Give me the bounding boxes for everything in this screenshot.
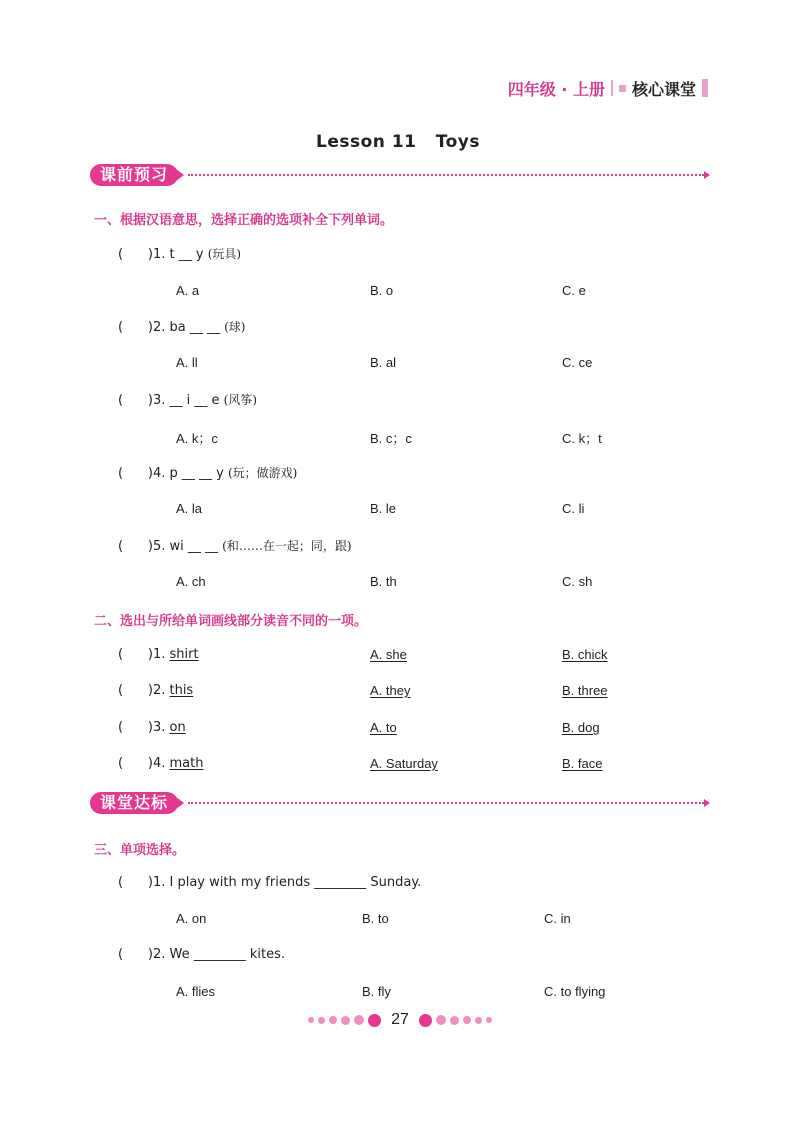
dot-icon	[329, 1016, 337, 1024]
option-a[interactable]: A. on	[176, 911, 207, 926]
page-number-footer	[0, 1011, 800, 1029]
dot-icon	[463, 1016, 471, 1024]
question-meaning: (玩具)	[207, 247, 242, 261]
option-a[interactable]: A. she	[370, 647, 407, 662]
question-row	[118, 391, 257, 408]
dot-icon	[436, 1015, 446, 1025]
answer-blank[interactable]: ( )1.	[118, 875, 166, 890]
option-c[interactable]: C. ce	[562, 355, 593, 370]
question-word: p __ __ y	[169, 466, 224, 481]
question-word: on	[169, 720, 186, 735]
grade-label: 四年级 · 上册	[507, 79, 605, 99]
option-b[interactable]: B. th	[370, 574, 397, 589]
page-header	[508, 76, 708, 100]
question-row	[118, 720, 186, 735]
dot-icon	[318, 1017, 325, 1024]
dot-icon	[341, 1016, 350, 1025]
question-row	[118, 537, 352, 554]
header-bar-icon	[702, 79, 708, 97]
option-b[interactable]: B. c；c	[370, 431, 412, 446]
answer-blank[interactable]: ( )2.	[118, 947, 166, 962]
question-word: wi __ __	[169, 539, 218, 554]
question-row	[118, 647, 199, 662]
option-a[interactable]: A. flies	[176, 984, 216, 999]
lesson-title: Lesson 11 Toys	[316, 132, 480, 152]
option-a[interactable]: A. to	[370, 720, 397, 735]
question-word: __ i __ e	[169, 393, 220, 408]
option-c[interactable]: C. to flying	[544, 984, 606, 999]
option-b[interactable]: B. o	[370, 283, 394, 298]
banner-dotted-line	[188, 174, 704, 176]
dot-icon	[308, 1017, 314, 1023]
question-word: this	[169, 683, 194, 698]
option-a[interactable]: A. Saturday	[370, 756, 438, 771]
banner-triangle-icon	[176, 797, 184, 809]
dot-icon	[475, 1017, 482, 1024]
option-b[interactable]: B. fly	[362, 984, 391, 999]
answer-blank[interactable]: ( )3.	[118, 393, 166, 408]
option-b[interactable]: B. le	[370, 501, 397, 516]
question-row	[118, 464, 297, 481]
dot-icon	[419, 1014, 432, 1027]
section3-heading: 三、单项选择。	[94, 843, 186, 858]
answer-blank[interactable]: ( )5.	[118, 539, 166, 554]
option-c[interactable]: C. e	[562, 283, 586, 298]
answer-blank[interactable]: ( )4.	[118, 466, 166, 481]
preview-banner-label: 课前预习	[90, 164, 178, 186]
question-row	[118, 683, 193, 698]
question-row	[118, 756, 203, 771]
option-a[interactable]: A. la	[176, 501, 203, 516]
core-class-label: 核心课堂	[631, 79, 696, 99]
section2-heading: 二、选出与所给单词画线部分读音不同的一项。	[94, 614, 368, 629]
option-b[interactable]: B. to	[362, 911, 389, 926]
question-word: t __ y	[169, 247, 204, 262]
question-word: shirt	[169, 647, 199, 662]
question-word: math	[169, 756, 204, 771]
question-text: I play with my friends ________ Sunday.	[169, 875, 422, 890]
option-b[interactable]: B. dog	[562, 720, 600, 735]
answer-blank[interactable]: ( )1.	[118, 247, 166, 262]
option-a[interactable]: A. ch	[176, 574, 206, 589]
page-number: 27	[391, 1011, 409, 1028]
dot-icon	[354, 1015, 364, 1025]
dot-icon	[450, 1016, 459, 1025]
answer-blank[interactable]: ( )2.	[118, 683, 166, 698]
banner-dotted-line	[188, 802, 704, 804]
question-word: ba __ __	[169, 320, 220, 335]
option-a[interactable]: A. ll	[176, 355, 198, 370]
question-meaning: (和……在一起；同，跟)	[222, 539, 352, 553]
banner-triangle-icon	[176, 169, 184, 181]
option-b[interactable]: B. chick	[562, 647, 608, 662]
option-b[interactable]: B. al	[370, 355, 397, 370]
option-a[interactable]: A. they	[370, 683, 411, 698]
class-banner-label: 课堂达标	[90, 792, 178, 814]
banner-arrow-icon	[704, 171, 710, 179]
question-row	[118, 245, 241, 262]
option-c[interactable]: C. li	[562, 501, 585, 516]
question-meaning: (玩；做游戏)	[227, 466, 298, 480]
banner-arrow-icon	[704, 799, 710, 807]
dot-icon	[368, 1014, 381, 1027]
question-row	[118, 318, 245, 335]
answer-blank[interactable]: ( )3.	[118, 720, 166, 735]
option-a[interactable]: A. k；c	[176, 431, 218, 446]
option-c[interactable]: C. k；t	[562, 431, 602, 446]
option-c[interactable]: C. in	[544, 911, 571, 926]
question-row	[118, 875, 421, 890]
question-meaning: (风筝)	[223, 393, 258, 407]
option-a[interactable]: A. a	[176, 283, 200, 298]
dot-icon	[486, 1017, 492, 1023]
answer-blank[interactable]: ( )1.	[118, 647, 166, 662]
answer-blank[interactable]: ( )2.	[118, 320, 166, 335]
question-row	[118, 947, 285, 962]
question-text: We ________ kites.	[169, 947, 285, 962]
answer-blank[interactable]: ( )4.	[118, 756, 166, 771]
option-c[interactable]: C. sh	[562, 574, 593, 589]
header-square-icon	[619, 85, 626, 92]
option-b[interactable]: B. face	[562, 756, 603, 771]
question-meaning: (球)	[224, 320, 246, 334]
section1-heading: 一、根据汉语意思，选择正确的选项补全下列单词。	[94, 213, 394, 228]
header-divider	[611, 80, 613, 96]
option-b[interactable]: B. three	[562, 683, 608, 698]
